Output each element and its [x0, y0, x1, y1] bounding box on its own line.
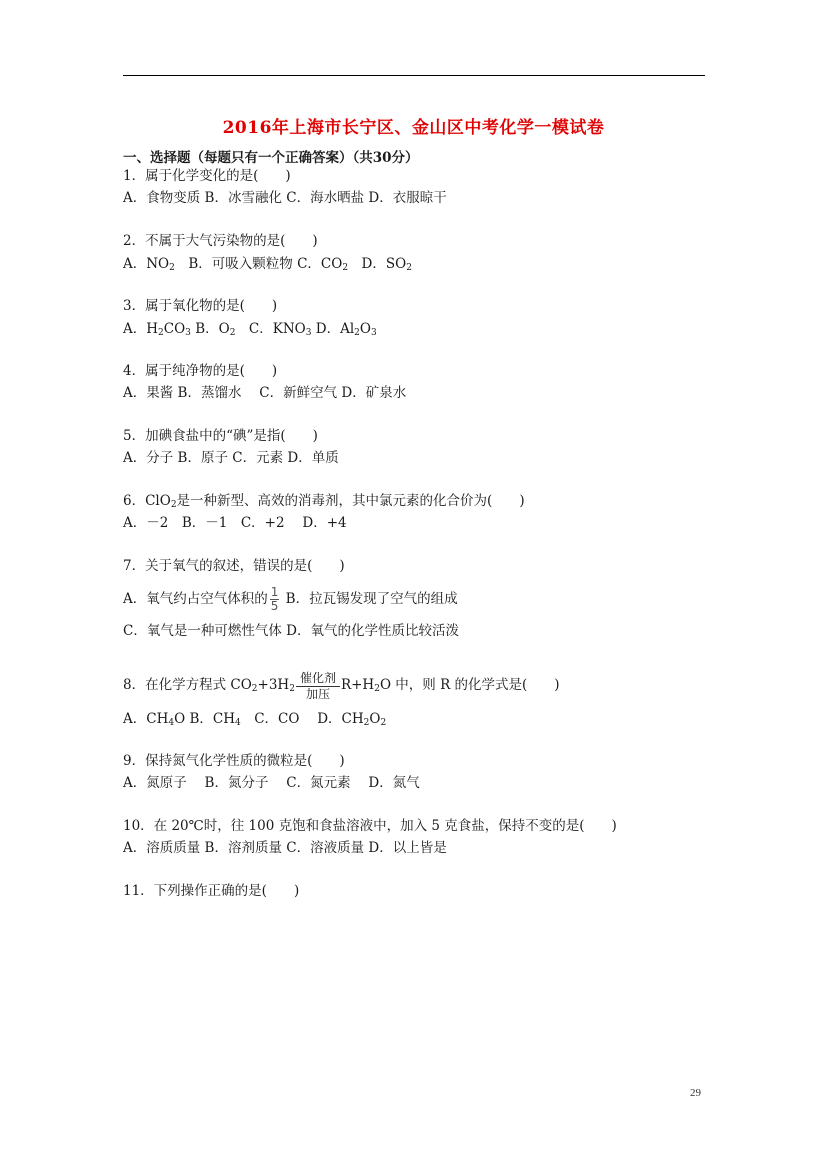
reaction-condition: 催化剂 加压 — [296, 671, 340, 701]
question-5-options: A．分子 B．原子 C．元素 D．单质 — [123, 450, 339, 466]
question-1-options: A．食物变质 B．冰雪融化 C．海水晒盐 D．衣服晾干 — [123, 190, 447, 206]
question-8-options: A．$CH_4O$ B．$CH_4$ C．CO D．$CH_2O_2$ — [123, 711, 387, 728]
question-2-options: A．$NO_2$ B．可吸入颗粒物 C．$CO_2$ D．$SO_2$ — [123, 256, 412, 273]
question-6-stem: 6．ClO$_2$是一种新型、高效的消毒剂，其中氯元素的化合价为( ) — [123, 493, 525, 510]
exam-title: 2016年上海市长宁区、金山区中考化学一模试卷 — [222, 118, 605, 138]
question-7-options-cd: C．氧气是一种可燃性气体 D．氧气的化学性质比较活泼 — [123, 623, 459, 639]
question-3-stem: 3．属于氧化物的是( ) — [123, 298, 278, 314]
question-10-stem: 10．在 20℃时，往 100 克饱和食盐溶液中，加入 5 克食盐，保持不变的是( ) — [123, 818, 617, 834]
page-number: 29 — [690, 1087, 701, 1099]
question-4-stem: 4．属于纯净物的是( ) — [123, 363, 278, 379]
question-10-options: A．溶质质量 B．溶剂质量 C．溶液质量 D．以上皆是 — [123, 840, 447, 856]
section-heading: 一、选择题（每题只有一个正确答案）（共30分） — [123, 150, 419, 166]
question-7-options-ab: A．氧气约占空气体积的 $\frac{1}{5}$ B．拉瓦锡发现了空气的组成 — [123, 585, 458, 613]
question-7-stem: 7．关于氧气的叙述，错误的是( ) — [123, 558, 345, 574]
question-11-stem: 11．下列操作正确的是( ) — [123, 883, 300, 899]
question-1-stem: 1．属于化学变化的是( ) — [123, 168, 291, 184]
one-fifth-fraction: $\frac{1}{5}$ — [270, 585, 279, 613]
question-6-options: A．－2 B．－1 C．+2 D．+4 — [123, 515, 347, 531]
question-4-options: A．果酱 B．蒸馏水 C．新鲜空气 D．矿泉水 — [123, 385, 407, 401]
question-8-stem: 8．在化学方程式 $CO_2+3H_2$ 催化剂 加压 $R+H_2O$ 中，则 R 的化学式是( ) — [123, 670, 560, 701]
question-5-stem: 5．加碘食盐中的“碘”是指( ) — [123, 428, 318, 444]
header-rule — [123, 75, 705, 76]
question-2-stem: 2．不属于大气污染物的是( ) — [123, 233, 318, 249]
question-9-options: A．氮原子 B．氮分子 C．氮元素 D．氮气 — [123, 775, 420, 791]
question-9-stem: 9．保持氮气化学性质的微粒是( ) — [123, 753, 345, 769]
question-3-options: A．$H_2CO_3$ B．$O_2$ C．$KNO_3$ D．$Al_2O_3$ — [123, 321, 377, 338]
